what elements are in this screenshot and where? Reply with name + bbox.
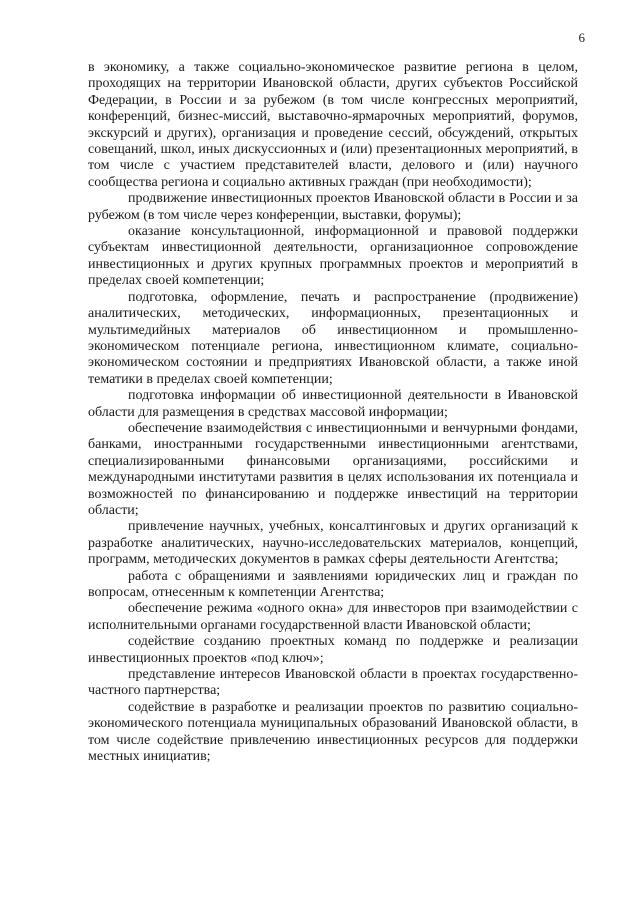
paragraph-continuation: в экономику, а также социально-экономическое развитие региона в целом, проходящих на территории Ивановской области, других субъектов Российской Федерации, в России и за рубежом (в том числе конгрессных мероприятий, конференций, бизнес-миссий, выставочно-ярмарочных мероприятий, форумов, экскурсий и других), организация и проведение сессий, обсуждений, открытых совещаний, школ, иных дискуссионных и (или) презентационных мероприятий, в том числе с участием представителей власти, делового и (или) научного сообщества региона и социально активных граждан (при необходимости); [88,60,578,190]
paragraph-consulting-support: оказание консультационной, информационной и правовой поддержки субъектам инвестиционной деятельности, организационное сопровождение инвестиционных и других крупных программных проектов и мероприятий в пределах своей компетенции; [88,224,578,289]
document-body [88,60,578,765]
paragraph-materials-preparation: подготовка, оформление, печать и распространение (продвижение) аналитических, методических, информационных, презентационных и мультимедийных материалов об инвестиционном и промышленно-экономическом потенциале региона, инвестиционном климате, социально-экономическом состоянии и предприятиях Ивановской области, а также иной тематики в пределах своей компетенции; [88,289,578,387]
paragraph-municipal-projects: содействие в разработке и реализации проектов по развитию социально-экономического потенциала муниципальных образований Ивановской области, в том числе содействие привлечению инвестиционных ресурсов для поддержки местных инициатив; [88,699,578,765]
paragraph-fund-interaction: обеспечение взаимодействия с инвестиционными и венчурными фондами, банками, иностранными государственными инвестиционными агентствами, специализированными финансовыми организациями, российскими и международными институтами развития в целях использования их потенциала и возможностей по финансированию и поддержке инвестиций на территории области; [88,420,578,518]
paragraph-one-window: обеспечение режима «одного окна» для инвесторов при взаимодействии с исполнительными органами государственной власти Ивановской области; [88,601,578,633]
paragraph-media-information: подготовка информации об инвестиционной деятельности в Ивановской области для размещения в средствах массовой информации; [88,388,578,420]
paragraph-organizations-involvement: привлечение научных, учебных, консалтинговых и других организаций к разработке аналитических, научно-исследовательских материалов, концепций, программ, методических документов в рамках сферы деятельности Агентства; [88,519,578,568]
paragraph-promotion: продвижение инвестиционных проектов Ивановской области в России и за рубежом (в том числе через конференции, выставки, форумы); [88,191,578,223]
page-number: 6 [578,30,585,45]
paragraph-project-teams: содействие созданию проектных команд по поддержке и реализации инвестиционных проектов «под ключ»; [88,634,578,666]
paragraph-ppp-representation: представление интересов Ивановской области в проектах государственно-частного партнерства; [88,667,578,699]
paragraph-appeals-handling: работа с обращениями и заявлениями юридических лиц и граждан по вопросам, отнесенным к компетенции Агентства; [88,568,578,600]
